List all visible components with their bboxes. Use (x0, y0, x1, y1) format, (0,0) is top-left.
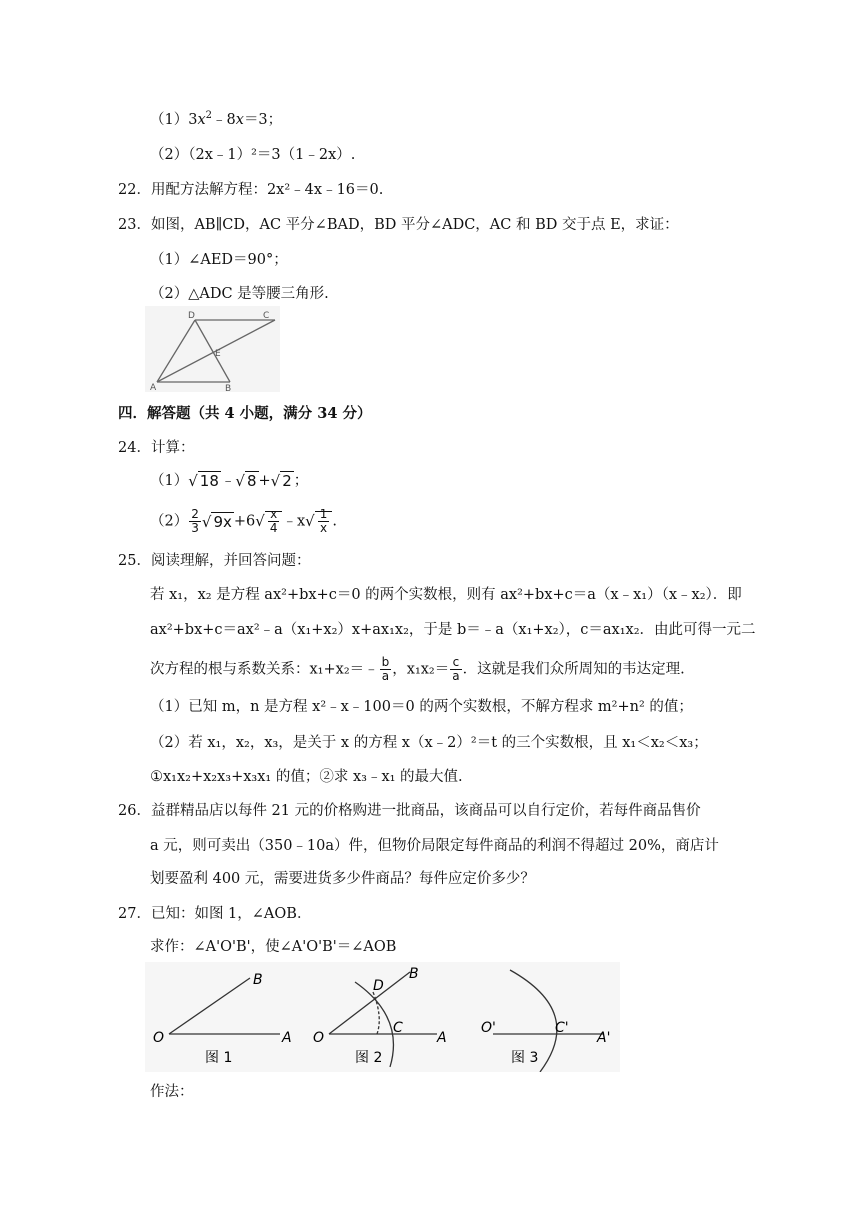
fig2-label-c: C (393, 1020, 403, 1036)
q24-coef-6: 6 (246, 513, 256, 530)
q25-frac1-num: b (381, 655, 390, 669)
q25-line3-a: 次方程的根与系数关系：x₁+x₂＝﹣ (150, 661, 379, 678)
fig1-label-o: O (153, 1030, 165, 1046)
q26-line3: 划要盈利 400 元，需要进货多少件商品？每件应定价多少？ (150, 871, 535, 887)
q25-frac1-den: a (381, 669, 390, 683)
q23-part1: （1）∠AED＝90°； (150, 252, 288, 268)
q25-part3: ①x₁x₂+x₂x₃+x₃x₁ 的值；②求 x₃﹣x₁ 的最大值. (150, 769, 463, 785)
q23-stem: 23．如图，AB∥CD，AC 平分∠BAD，BD 平分∠ADC，AC 和 BD 交于点 E，求证： (118, 217, 679, 233)
fig2-label-o: O (313, 1030, 325, 1046)
q24-x4-den: 4 (269, 521, 278, 535)
q24-radicand-18: 18 (199, 472, 219, 490)
section-4-title: 四．解答题（共 4 小题，满分 34 分） (118, 405, 372, 422)
q24-coef-x: x (296, 513, 306, 530)
fig1-caption: 图 1 (205, 1050, 233, 1066)
fig2-label-b: B (409, 966, 419, 982)
q25-stem: 25．阅读理解，并回答问题： (118, 553, 311, 569)
q25-line3 (150, 656, 685, 683)
q24-1x-num: 1 (319, 507, 328, 521)
fig3-label-o: O' (481, 1020, 496, 1036)
fig2-label-a: A (437, 1030, 447, 1046)
q25-part2: （2）若 x₁，x₂，x₃，是关于 x 的方程 x（x﹣2）²＝t 的三个实数根，且 x₁＜x₂＜x₃； (150, 735, 708, 751)
q24-frac-num: 2 (191, 507, 199, 521)
q25-line1: 若 x₁，x₂ 是方程 ax²+bx+c＝0 的两个实数根，则有 ax²+bx+c＝a（x﹣x₁）（x﹣x₂）．即 (150, 587, 742, 603)
q23-label-a: A (150, 383, 157, 392)
q24-stem: 24．计算： (118, 440, 195, 456)
q22 (118, 180, 383, 200)
q25-frac2-num: c (450, 656, 461, 670)
q23-part2: （2）△ADC 是等腰三角形. (150, 286, 329, 302)
q24-part2: （2） $\frac{2}{3}$ √ 9x +6√ $\frac{x}{4}$ ﹣x√ $\frac{1}{x}$ . (150, 507, 337, 535)
q24-x4-num: x (268, 508, 280, 522)
q22-equation: 2x²﹣4x﹣16＝0. (266, 182, 384, 198)
q25-part1: （1）已知 m，n 是方程 x²﹣x﹣100＝0 的两个实数根，不解方程求 m²+n² 的值； (150, 699, 693, 715)
q27-stem: 27．已知：如图 1，∠AOB． (118, 906, 312, 922)
q27-figures (145, 962, 620, 1072)
q21-part1-prefix: （1）3 (150, 112, 198, 128)
fig1-label-b: B (253, 972, 263, 988)
q24-radicand-8: 8 (246, 472, 257, 490)
q24-radicand-9x: 9x (213, 512, 232, 531)
q24-frac-den: 3 (191, 521, 199, 535)
q24-part2-label: （2） (150, 513, 189, 530)
q23-figure (145, 306, 280, 392)
q26-line2: a 元，则可卖出（350﹣10a）件，但物价局限定每件商品的利润不得超过 20%，商店计 (150, 838, 719, 854)
q27-method: 作法： (150, 1084, 194, 1100)
q23-label-e: E (215, 349, 221, 359)
q21-part1-rest: ＝3； (243, 112, 283, 128)
fig3-caption: 图 3 (511, 1050, 539, 1066)
q21-part2: （2）（2x﹣1）²＝3（1﹣2x）. (150, 147, 356, 163)
q27-task: 求作：∠A'O'B'，使∠A'O'B'＝∠AOB (150, 939, 397, 955)
q25-line3-b: ，x₁x₂＝ (392, 661, 450, 678)
q23-label-d: D (188, 311, 195, 321)
q25-line3-c: ．这就是我们众所周知的韦达定理. (462, 661, 685, 678)
q24-part1-label: （1） (150, 473, 189, 489)
fig1-label-a: A (282, 1030, 292, 1046)
q25-frac2-den: a (452, 669, 460, 683)
q22-label: 22．用配方法解方程： (118, 182, 267, 198)
q21-part1: $(1)3x^2﹣8x=3$； (150, 110, 283, 128)
q24-radicand-2: 2 (282, 472, 292, 490)
fig2-label-d: D (373, 978, 384, 994)
q23-label-b: B (225, 384, 232, 392)
q25-line2: ax²+bx+c＝ax²﹣a（x₁+x₂）x+ax₁x₂，于是 b＝﹣a（x₁+x₂），c＝ax₁x₂．由此可得一元二 (150, 622, 756, 638)
q24-1x-den: x (319, 521, 328, 535)
fig3-label-a: A' (597, 1030, 611, 1046)
q24-part1: （1）√ 18 ﹣√ 8 +√ 2 ； (150, 472, 309, 490)
fig3-label-c: C' (555, 1020, 569, 1036)
q26-line1: 26．益群精品店以每件 21 元的价格购进一批商品，该商品可以自行定价，若每件商品售价 (118, 803, 701, 819)
q23-label-c: C (263, 311, 270, 321)
fig2-caption: 图 2 (355, 1050, 383, 1066)
